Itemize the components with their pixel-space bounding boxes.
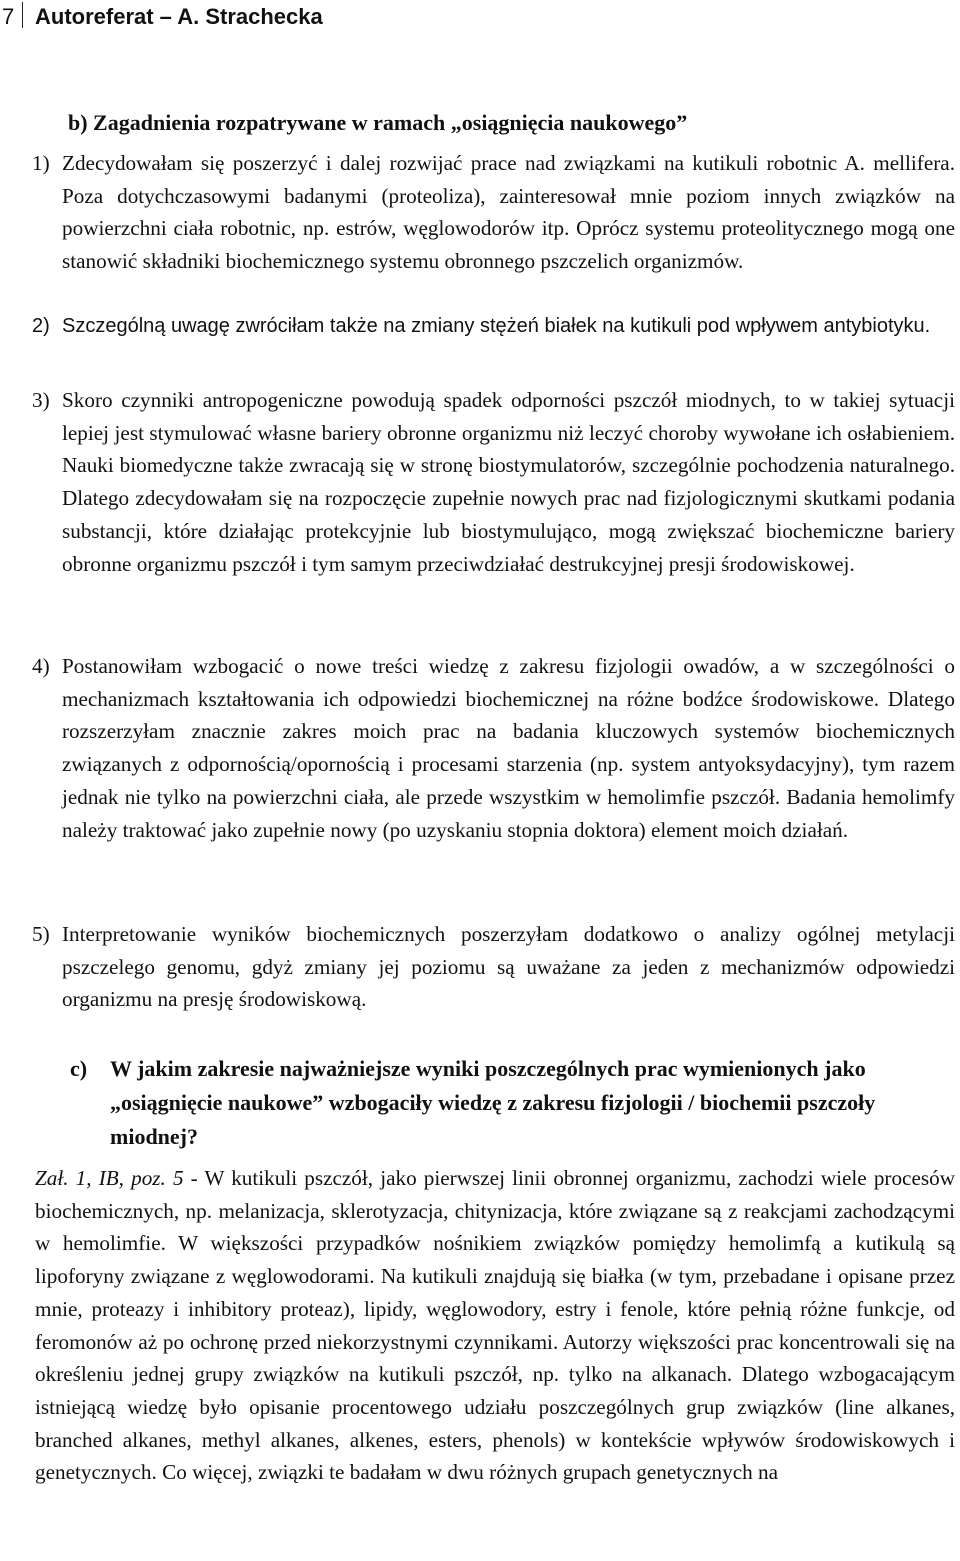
list-text: Interpretowanie wyników biochemicznych poszerzyłam dodatkowo o analizy ogólnej metylacji pszczelego genomu, gdyż zmiany jej poziomu są uważane za jeden z mechanizmów odpowiedzi organizmu na presję środowiskową. — [62, 922, 955, 1012]
running-title: Autoreferat – A. Strachecka — [35, 4, 323, 29]
list-text: Postanowiłam wzbogacić o nowe treści wiedzę z zakresu fizjologii owadów, a w szczególności o mechanizmach kształtowania ich odpowiedzi biochemicznej na różne bodźce środowiskowe. Dlatego rozszerzyłam znacznie zakres moich prac na badania kluczowych systemów biochemicznych związanych z odpornością/opornością i procesami starzenia (np. system antyoksydacyjny), tym razem jednak nie tylko na powierzchni ciała, ale przede wszystkim w hemolimfie pszczół. Badania hemolimfy należy traktować jako zupełnie nowy (po uzyskaniu stopnia doktora) element moich działań. — [62, 654, 955, 842]
reference: Zał. 1, IB, poz. 5 - — [35, 1166, 198, 1190]
section-b-heading: b) Zagadnienia rozpatrywane w ramach „osiągnięcia naukowego” — [68, 110, 688, 135]
list-item-1 — [32, 147, 955, 278]
section-c-label: c) — [70, 1056, 88, 1081]
list-number: 4) — [32, 654, 50, 678]
list-number: 3) — [32, 388, 50, 412]
header-divider — [22, 2, 23, 28]
section-c-title: W jakim zakresie najważniejsze wyniki poszczególnych prac wymienionych jako „osiągnięcie naukowe” wzbogaciły wiedzę z zakresu fizjologii / biochemii pszczoły miodnej? — [110, 1056, 876, 1149]
section-c-paragraph — [35, 1162, 955, 1489]
list-item-5 — [32, 918, 955, 1016]
page-number: 7 — [2, 4, 15, 29]
page-header — [0, 0, 960, 40]
list-item-2 — [32, 310, 955, 343]
list-item-3 — [32, 384, 955, 580]
list-number: 5) — [32, 922, 50, 946]
list-item-4 — [32, 650, 955, 846]
list-text: Skoro czynniki antropogeniczne powodują spadek odporności pszczół miodnych, to w takiej sytuacji lepiej jest stymulować własne bariery obronne organizmu niż leczyć choroby wywołane ich osłabieniem. Nauki biomedyczne także zwracają się w stronę biostymulatorów, szczególnie pochodzenia naturalnego. Dlatego zdecydowałam się na rozpoczęcie zupełnie nowych prac nad fizjologicznymi skutkami podania substancji, które działając protekcyjnie lub biostymulująco, mogą zwiększać biochemiczne bariery obronne organizmu pszczół i tym samym przeciwdziałać destrukcyjnej presji środowiskowej. — [62, 388, 955, 576]
list-number: 1) — [32, 151, 50, 175]
list-number: 2) — [32, 315, 50, 337]
paragraph-text: W kutikuli pszczół, jako pierwszej linii obronnej organizmu, zachodzi wiele procesów biochemicznych, np. melanizacja, sklerotyzacja, chitynizacja, które związane są z reakcjami zachodzącymi w hemolimfie. W większości przypadków nośnikiem związków pomiędzy hemolimfą a kutikulą są lipoforyny związane z węglowodorami. Na kutikuli znajdują się białka (w tym, przebadane i opisane przez mnie, proteazy i inhibitory proteaz), lipidy, węglowodory, estry i fenole, które pełnią różne funkcje, od feromonów aż po ochronę przed niekorzystnymi czynnikami. Autorzy większości prac koncentrowali się na określeniu jednej grupy związków na kutikuli pszczół, np. tylko na alkanach. Dlatego wzbogacającym istniejącą wiedzę było opisanie procentowego udziału poszczególnych grup związków (line alkanes, branched alkanes, methyl alkanes, alkenes, esters, phenols) w kontekście wpływów środowiskowych i genetycznych. Co więcej, związki te badałam w dwu różnych grupach genetycznych na — [35, 1166, 956, 1485]
list-text: Szczególną uwagę zwróciłam także na zmiany stężeń białek na kutikuli pod wpływem antybiotyku. — [62, 315, 931, 337]
list-text: Zdecydowałam się poszerzyć i dalej rozwijać prace nad związkami na kutikuli robotnic A. mellifera. Poza dotychczasowymi badanymi (proteoliza), zainteresował mnie poziom innych związków na powierzchni ciała robotnic, np. estrów, węglowodorów itp. Oprócz systemu proteolitycznego mogą one stanowić składniki biochemicznego systemu obronnego pszczelich organizmów. — [62, 151, 955, 274]
section-c-heading — [70, 1052, 955, 1154]
